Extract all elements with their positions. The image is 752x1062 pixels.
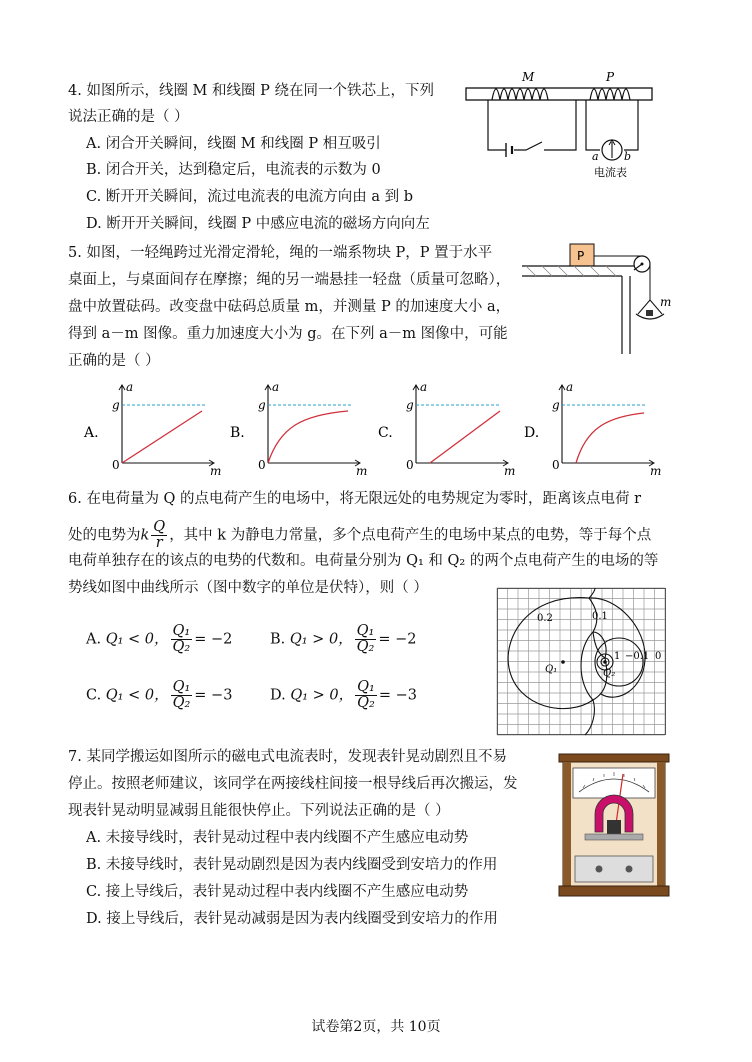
g-label: g xyxy=(258,398,266,412)
graph-curve xyxy=(430,411,500,463)
q4-option-c: C. 断开开关瞬间，流过电流表的电流方向由 a 到 b xyxy=(86,189,414,205)
q4-stem-line1: 4. 如图所示，线圈 M 和线圈 P 绕在同一个铁芯上，下列 xyxy=(68,83,434,99)
graph-option-label: B. xyxy=(230,425,245,441)
graph-option-label: C. xyxy=(378,425,393,441)
label-1: 1 xyxy=(614,651,621,662)
graph-option-label: D. xyxy=(524,425,540,441)
q5-pulley-figure xyxy=(522,242,682,357)
graph-b xyxy=(230,380,367,478)
q7-galvanometer-figure xyxy=(557,752,675,900)
x-axis-label: m xyxy=(356,464,368,478)
coil-m xyxy=(492,89,548,100)
q6-option-d: D. Q₁ > 0， $\frac{\text{Q₁}}{\text{Q₂}}$ = −3 xyxy=(270,679,417,711)
q6-stem-line3: 电荷单独存在的该点的电势的代数和。电荷量分别为 Q₁ 和 Q₂ 的两个点电荷产生的电场的等 xyxy=(68,553,659,569)
graph-option-label: A. xyxy=(84,425,99,441)
graph-curve xyxy=(576,413,644,463)
q5-stem-line5: 正确的是（ ） xyxy=(68,353,160,369)
origin-label: 0 xyxy=(552,458,560,472)
label-0.2: 0.2 xyxy=(537,613,553,624)
x-axis-label: m xyxy=(650,464,662,478)
label-neg-0.1: −0.1 xyxy=(625,651,650,662)
coil-p xyxy=(590,89,630,100)
x-axis-label: m xyxy=(210,464,222,478)
q7-option-b: B. 未接导线时，表针晃动剧烈是因为表内线圈受到安培力的作用 xyxy=(86,857,498,873)
q6-k: k xyxy=(140,527,150,544)
y-axis-label: a xyxy=(126,380,134,394)
terminal-right-icon xyxy=(626,866,633,873)
label-q1: Q₁ xyxy=(545,664,558,675)
x-axis-label: m xyxy=(504,464,516,478)
q5-stem-line3: 盘中放置砝码。改变盘中砝码总质量 m，并测量 P 的加速度大小 a， xyxy=(68,299,511,315)
q7-stem-line1: 7. 某同学搬运如图所示的磁电式电流表时，发现表针晃动剧烈且不易 xyxy=(68,749,507,765)
terminal-left-icon xyxy=(596,866,603,873)
q4-stem-line2: 说法正确的是（ ） xyxy=(68,109,189,125)
q7-option-c: C. 接上导线后，表针晃动过程中表内线圈不产生感应电动势 xyxy=(86,884,469,900)
q6-option-a: A. Q₁ < 0， $\frac{\text{Q₁}}{\text{Q₂}}$ = −2 xyxy=(86,623,233,655)
graph-curve xyxy=(122,411,202,463)
q6-equipotential-figure xyxy=(497,588,667,736)
g-label: g xyxy=(552,398,560,412)
origin-label: 0 xyxy=(112,458,120,472)
graph-c xyxy=(378,380,515,478)
graph-a xyxy=(83,380,221,478)
q7-option-a: A. 未接导线时，表针晃动过程中表内线圈不产生感应电动势 xyxy=(86,830,469,846)
q6-text-rest: ，其中 k 为静电力常量，多个点电荷产生的电场中某点的电势，等于每个点 xyxy=(169,527,652,544)
q7-option-d: D. 接上导线后，表针晃动减弱是因为表内线圈受到安培力的作用 xyxy=(86,911,498,927)
origin-label: 0 xyxy=(406,458,414,472)
y-axis-label: a xyxy=(272,380,280,394)
label-0.1: 0.1 xyxy=(592,611,608,622)
q4-option-b: B. 闭合开关，达到稳定后，电流表的示数为 0 xyxy=(86,162,381,178)
q5-stem-line2: 桌面上，与桌面间存在摩擦；绳的另一端悬挂一轻盘（质量可忽略）， xyxy=(68,272,511,288)
y-axis-label: a xyxy=(420,380,428,394)
label-m: M xyxy=(522,70,535,84)
origin-label: 0 xyxy=(258,458,266,472)
q6-fraction-q-over-r xyxy=(151,520,167,551)
label-0: 0 xyxy=(655,651,662,662)
page-footer: 试卷第2页，共 10页 xyxy=(311,1019,441,1035)
graph-curve xyxy=(268,411,348,463)
y-axis-label: a xyxy=(566,380,574,394)
q6-option-b: B. Q₁ > 0， $\frac{\text{Q₁}}{\text{Q₂}}$ = −2 xyxy=(270,623,417,655)
q7-stem-line3: 现表针晃动明显减弱且能很快停止。下列说法正确的是（ ） xyxy=(68,803,450,819)
q6-stem-line2 xyxy=(68,520,651,551)
label-p: P xyxy=(606,70,615,84)
q5-answer-graphs xyxy=(0,375,752,480)
q5-stem-line1: 5. 如图，一轻绳跨过光滑定滑轮，绳的一端系物块 P，P 置于水平 xyxy=(68,245,493,261)
q6-frac-den: r xyxy=(155,535,163,551)
mass-label: m xyxy=(660,295,672,309)
q7-stem-line2: 停止。按照老师建议，该同学在两接线柱间接一根导线后再次搬运，发 xyxy=(68,776,518,792)
g-label: g xyxy=(406,398,414,412)
q6-option-c: C. Q₁ < 0， $\frac{\text{Q₁}}{\text{Q₂}}$ = −3 xyxy=(86,679,233,711)
graph-d xyxy=(524,380,661,478)
q6-stem-line1: 6. 在电荷量为 Q 的点电荷产生的电场中，将无限远处的电势规定为零时，距离该点电荷 r xyxy=(68,491,642,507)
q6-stem-line4: 势线如图中曲线所示（图中数字的单位是伏特），则（ ） xyxy=(68,580,428,596)
terminal-a: a xyxy=(592,150,599,163)
q6-text: 处的电势为 xyxy=(68,527,141,544)
block-p-label: P xyxy=(577,249,585,263)
q4-coil-circuit-figure xyxy=(464,70,664,185)
q5-stem-line4: 得到 a－m 图像。重力加速度大小为 g。在下列 a－m 图像中，可能 xyxy=(68,326,508,342)
label-q2: Q₂ xyxy=(603,668,616,679)
q4-option-d: D. 断开开关瞬间，线圈 P 中感应电流的磁场方向向左 xyxy=(86,216,430,232)
g-label: g xyxy=(112,398,120,412)
ammeter-label: 电流表 xyxy=(594,166,627,179)
q6-frac-num: Q xyxy=(153,519,166,535)
terminal-b: b xyxy=(624,150,632,163)
q4-option-a: A. 闭合开关瞬间，线圈 M 和线圈 P 相互吸引 xyxy=(86,136,381,152)
